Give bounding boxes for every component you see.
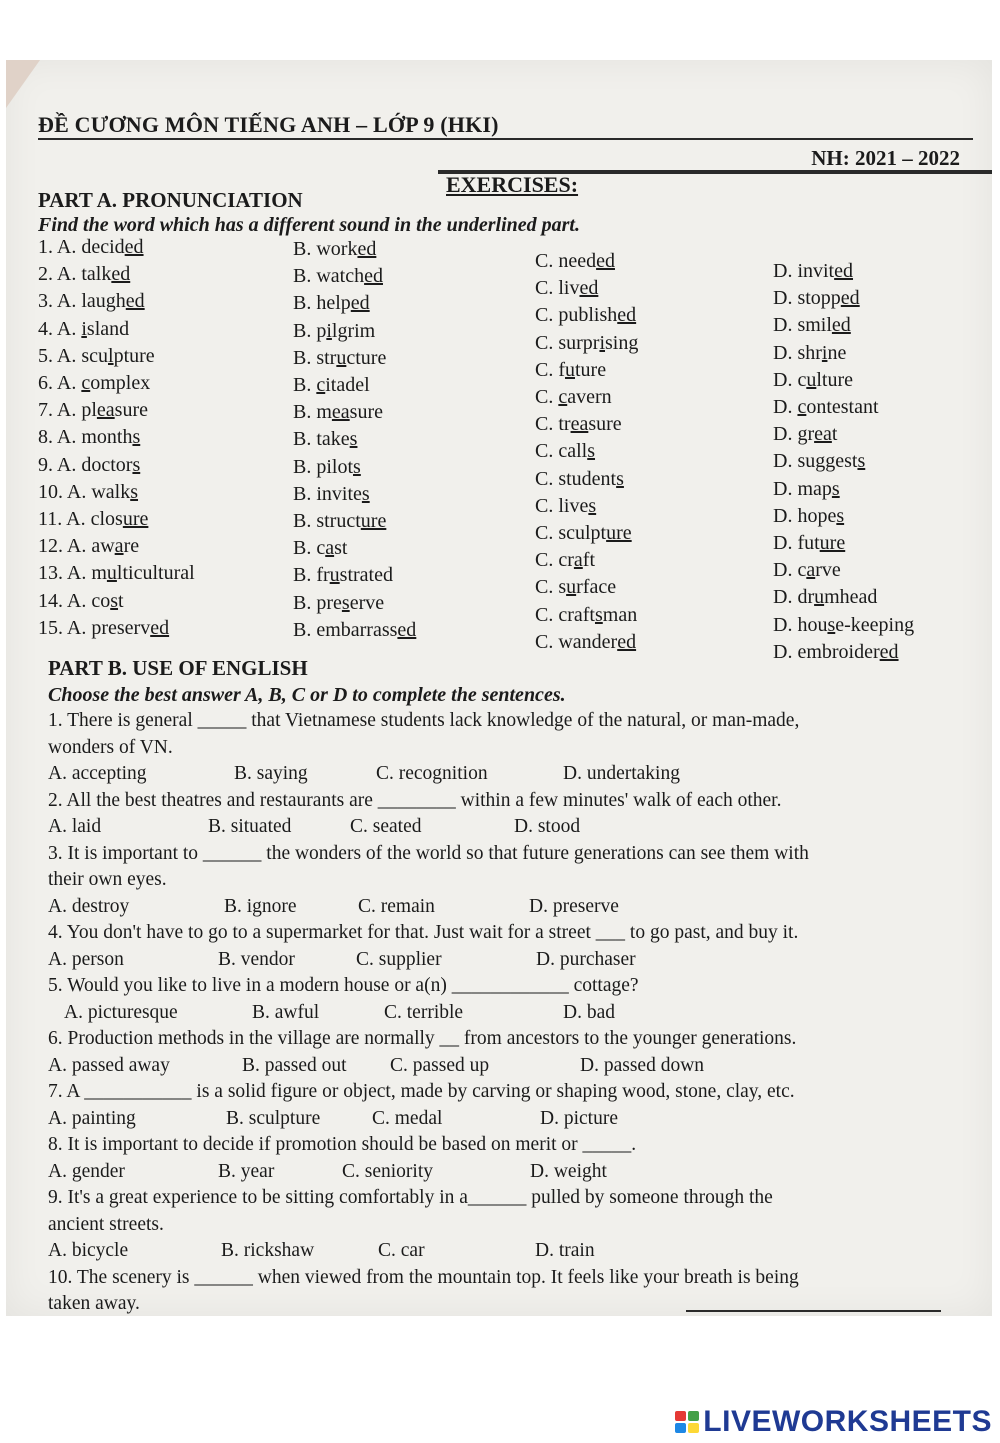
document-title: ĐỀ CƯƠNG MÔN TIẾNG ANH – LỚP 9 (HKI) — [38, 112, 499, 137]
liveworksheets-logo-icon — [675, 1411, 699, 1433]
underlined-part: u — [806, 368, 817, 391]
pronunciation-option-b — [293, 238, 376, 261]
word-prefix: B. p — [293, 319, 327, 342]
underlined-part: ure — [819, 532, 846, 554]
answer-option-d[interactable]: D. purchaser — [536, 948, 636, 970]
word-prefix: C. f — [535, 358, 565, 381]
underlined-part: s — [827, 613, 836, 636]
answer-options — [6, 816, 992, 842]
word-prefix: C. publish — [535, 304, 618, 327]
pronunciation-option-d — [773, 641, 899, 664]
answer-option-a[interactable]: A. gender — [48, 1160, 125, 1182]
word-prefix: D. c — [773, 559, 807, 582]
word-suffix: e-keeping — [835, 613, 915, 636]
answer-option-a[interactable]: A. picturesque — [64, 1001, 178, 1023]
underlined-part: u — [336, 346, 347, 369]
pronunciation-option-b — [293, 564, 393, 587]
underlined-part: c — [81, 372, 91, 394]
underlined-part: s — [361, 482, 370, 505]
underlined-part: i — [599, 331, 606, 354]
word-prefix: D. fut — [773, 532, 820, 554]
word-suffix: ne — [827, 341, 847, 364]
word-prefix: C. s — [535, 576, 567, 599]
underlined-part: ed — [350, 292, 370, 315]
word-prefix: 1. A. decid — [38, 236, 125, 258]
word-suffix: strated — [339, 564, 393, 587]
underlined-part: i — [81, 317, 87, 340]
word-prefix: C. tr — [535, 413, 571, 436]
worksheet-paper — [6, 60, 992, 1316]
answer-option-b[interactable]: B. vendor — [218, 948, 295, 970]
word-prefix: D. c — [773, 368, 807, 391]
answer-option-d[interactable]: D. bad — [563, 1001, 615, 1023]
underlined-part: ed — [150, 616, 170, 639]
answer-option-c[interactable]: C. supplier — [356, 948, 442, 970]
word-suffix: omplex — [90, 372, 151, 394]
word-prefix: B. invite — [293, 482, 362, 505]
answer-option-a[interactable]: A. painting — [48, 1107, 136, 1129]
word-prefix: 9. A. doctor — [38, 453, 133, 476]
word-prefix: C. liv — [535, 277, 580, 300]
underlined-part: ed — [364, 265, 383, 288]
word-suffix: man — [602, 603, 638, 626]
word-prefix: D. hope — [773, 504, 837, 527]
underlined-part: u — [106, 562, 117, 585]
word-prefix: C. call — [535, 440, 588, 463]
underlined-part: ea — [331, 401, 350, 424]
underlined-part: ed — [834, 260, 854, 282]
answer-option-b[interactable]: B. situated — [208, 816, 292, 837]
underlined-part: s — [353, 455, 361, 478]
word-prefix: B. pilot — [293, 455, 354, 478]
underlined-part: s — [588, 494, 597, 517]
answer-option-b[interactable]: B. passed out — [242, 1054, 347, 1076]
word-suffix: t — [118, 589, 124, 612]
pronunciation-option-a — [38, 236, 144, 259]
word-suffix: ontestant — [806, 396, 879, 418]
word-prefix: D. dr — [773, 586, 815, 609]
word-prefix: C. craft — [535, 603, 595, 626]
question-text: 9. It's a great experience to be sitting comfortably in a______ pulled by someone through the — [48, 1187, 773, 1208]
word-prefix: D. stopp — [773, 287, 841, 310]
part-a-instruction: Find the word which has a different sound in the underlined part. — [38, 214, 580, 236]
folded-corner — [6, 60, 40, 108]
answer-option-c[interactable]: C. car — [378, 1240, 425, 1261]
word-prefix: C. need — [535, 250, 597, 272]
answer-option-b[interactable]: B. year — [218, 1160, 275, 1182]
underlined-part: s — [831, 477, 840, 500]
underlined-part: s — [594, 603, 603, 626]
underlined-part: u — [566, 576, 577, 599]
word-prefix: 8. A. month — [38, 426, 133, 449]
pronunciation-option-a — [38, 508, 148, 531]
pronunciation-option-a — [38, 372, 150, 395]
word-suffix: t — [831, 423, 838, 446]
word-prefix: C. — [535, 386, 559, 408]
word-prefix: 10. A. walk — [38, 480, 131, 503]
pronunciation-option-b — [293, 265, 383, 288]
word-prefix: C. live — [535, 494, 589, 517]
school-year: NH: 2021 – 2022 — [811, 146, 960, 170]
word-prefix: 7. A. pl — [38, 399, 97, 422]
word-suffix: rve — [815, 559, 841, 582]
underlined-part: ea — [96, 399, 115, 422]
word-prefix: D. embroider — [773, 640, 880, 663]
pronunciation-option-b — [293, 374, 370, 397]
word-prefix: 11. A. clos — [38, 508, 123, 530]
answer-option-b[interactable]: B. saying — [234, 763, 308, 784]
pronunciation-option-b — [293, 510, 386, 533]
word-prefix: 5. A. scu — [38, 344, 108, 367]
underlined-part: a — [114, 535, 124, 558]
underlined-part: ed — [617, 630, 637, 653]
underlined-part: ea — [814, 423, 832, 446]
word-suffix: sure — [114, 399, 148, 422]
underlined-part: ed — [124, 236, 144, 258]
word-prefix: B. help — [293, 292, 351, 315]
page-header — [38, 112, 978, 170]
underlined-part: ure — [122, 508, 149, 530]
answer-option-a[interactable]: A. person — [48, 948, 124, 970]
underlined-part: s — [349, 428, 358, 451]
pronunciation-option-b — [293, 320, 375, 343]
part-b-title: PART B. USE OF ENGLISH — [48, 656, 308, 680]
logo-square-blue — [675, 1423, 686, 1433]
answer-option-c[interactable]: C. passed up — [390, 1054, 490, 1076]
word-prefix: C. cr — [535, 549, 574, 572]
underlined-part: s — [836, 504, 845, 527]
question-text: 8. It is important to decide if promotion should be based on merit or _____. — [48, 1134, 637, 1155]
answer-option-b[interactable]: B. ignore — [224, 895, 297, 917]
answer-option-d[interactable]: D. passed down — [580, 1054, 705, 1076]
underlined-part: ure — [360, 510, 387, 532]
word-prefix: D. suggest — [773, 450, 858, 473]
question-text-continued: ancient streets. — [48, 1213, 164, 1235]
word-suffix: ture — [575, 358, 607, 381]
part-b-instruction: Choose the best answer A, B, C or D to complete the sentences. — [48, 684, 566, 706]
answer-option-a[interactable]: A. accepting — [48, 763, 147, 784]
underlined-part: i — [326, 319, 332, 342]
word-prefix: 14. A. co — [38, 589, 111, 612]
pronunciation-option-b — [293, 537, 347, 560]
exercises-heading: EXERCISES: — [446, 172, 579, 197]
word-prefix: B. m — [293, 401, 332, 424]
answer-options — [6, 949, 992, 975]
answer-options — [6, 763, 992, 789]
logo-square-red — [675, 1411, 686, 1421]
word-prefix: B. embarrass — [293, 618, 398, 641]
underlined-part: l — [108, 344, 114, 367]
answer-option-c[interactable]: C. terrible — [384, 1001, 464, 1023]
answer-option-c[interactable]: C. recognition — [376, 763, 488, 784]
question-text: 1. There is general _____ that Vietnamese students lack knowledge of the natural, or man-made, — [48, 710, 800, 731]
word-suffix: st — [334, 537, 348, 560]
word-prefix: B. fr — [293, 564, 330, 587]
word-suffix: cture — [346, 346, 387, 369]
underlined-part: ea — [570, 413, 589, 436]
pronunciation-option-a — [38, 481, 138, 504]
underlined-part: s — [857, 450, 866, 473]
question-text: 6. Production methods in the village are normally __ from ancestors to the younger generations. — [48, 1028, 797, 1049]
word-suffix: re — [123, 535, 140, 558]
underlined-part: s — [132, 426, 141, 449]
underlined-part: c — [316, 374, 326, 396]
pronunciation-option-b — [293, 483, 370, 506]
word-prefix: D. — [773, 396, 798, 418]
question-text: 4. You don't have to go to a supermarket for that. Just wait for a street ___ to go past, and buy it. — [48, 922, 799, 943]
pronunciation-option-a — [38, 290, 145, 313]
word-suffix: lticultural — [116, 562, 195, 585]
pronunciation-option-a — [38, 590, 124, 613]
word-prefix: B. watch — [293, 265, 365, 288]
word-suffix: sure — [588, 413, 622, 436]
question-text-continued: their own eyes. — [48, 869, 167, 890]
underlined-part: ed — [111, 263, 131, 286]
underlined-part: u — [814, 586, 825, 609]
answer-option-c[interactable]: C. seniority — [342, 1160, 433, 1182]
answer-options — [6, 896, 992, 922]
word-prefix: 6. A. — [38, 372, 82, 394]
question-text: 2. All the best theatres and restaurants are ________ within a few minutes' walk of each other. — [48, 789, 782, 811]
word-prefix: 15. A. preserv — [38, 616, 151, 639]
word-prefix: 12. A. aw — [38, 535, 115, 558]
pronunciation-option-b — [293, 619, 416, 642]
word-prefix: 2. A. talk — [38, 263, 112, 286]
word-suffix: pture — [113, 344, 155, 367]
word-prefix: D. gr — [773, 423, 815, 446]
underlined-part: u — [329, 564, 340, 587]
answer-option-d[interactable]: D. undertaking — [563, 763, 680, 784]
liveworksheets-watermark — [675, 1404, 992, 1440]
header-rule — [38, 138, 973, 140]
underlined-part: ed — [617, 304, 637, 327]
answer-option-a[interactable]: A. destroy — [48, 895, 130, 917]
word-suffix: mhead — [824, 586, 878, 609]
word-suffix: lgrim — [331, 319, 376, 342]
word-suffix: sland — [86, 317, 130, 340]
logo-square-yellow — [688, 1423, 699, 1433]
pronunciation-option-b — [293, 401, 383, 424]
word-prefix: B. — [293, 374, 317, 396]
answer-option-c[interactable]: C. medal — [372, 1107, 443, 1129]
word-prefix: B. str — [293, 346, 337, 369]
pronunciation-option-a — [38, 345, 155, 368]
part-a-title: PART A. PRONUNCIATION — [38, 188, 303, 212]
word-prefix: D. smil — [773, 314, 832, 337]
answer-options — [6, 1055, 992, 1081]
pronunciation-option-b — [293, 347, 386, 370]
answer-option-a[interactable]: A. passed away — [48, 1054, 170, 1076]
pronunciation-option-a — [38, 562, 195, 585]
answer-option-d[interactable]: D. train — [535, 1240, 595, 1261]
answer-option-a[interactable]: A. bicycle — [48, 1240, 129, 1261]
liveworksheets-text: LIVEWORKSHEETS — [703, 1405, 992, 1438]
word-prefix: C. surpr — [535, 331, 600, 354]
underlined-part: s — [616, 467, 624, 490]
word-prefix: B. c — [293, 537, 326, 560]
pronunciation-option-a — [38, 617, 169, 640]
pronunciation-option-a — [38, 454, 140, 477]
underlined-part: ed — [397, 618, 417, 641]
answer-option-b[interactable]: B. sculpture — [226, 1107, 321, 1129]
underlined-part: ed — [879, 640, 899, 663]
word-prefix: C. sculpt — [535, 522, 607, 544]
answer-option-c[interactable]: C. seated — [350, 816, 422, 837]
underlined-part: ed — [579, 277, 599, 300]
underlined-part: c — [797, 396, 807, 418]
word-prefix: D. invit — [773, 260, 835, 282]
underlined-part: a — [806, 559, 816, 582]
question-text: 7. A ___________ is a solid figure or object, made by carving or shaping wood, stone, clay, etc. — [48, 1081, 795, 1102]
pronunciation-option-b — [293, 592, 384, 615]
underlined-part: ed — [125, 290, 145, 313]
answer-option-d[interactable]: D. preserve — [529, 895, 619, 917]
answer-options — [6, 1161, 992, 1187]
answer-option-b[interactable]: B. rickshaw — [221, 1240, 315, 1261]
underlined-part: u — [565, 358, 575, 381]
word-prefix: C. student — [535, 467, 617, 490]
word-prefix: 13. A. m — [38, 562, 107, 585]
underlined-part: a — [573, 549, 583, 572]
logo-square-green — [688, 1411, 699, 1421]
answer-options — [6, 1108, 992, 1134]
word-suffix: rface — [576, 576, 617, 599]
pronunciation-option-a — [38, 426, 140, 449]
underlined-part: s — [110, 589, 119, 612]
word-suffix: erve — [349, 591, 385, 614]
pronunciation-option-c — [535, 631, 636, 654]
answer-option-c[interactable]: C. remain — [358, 895, 435, 917]
underlined-part: ed — [357, 238, 377, 260]
underlined-part: s — [130, 480, 139, 503]
word-prefix: B. take — [293, 428, 350, 451]
word-prefix: B. pre — [293, 591, 342, 614]
underlined-part: a — [325, 537, 335, 560]
answer-option-b[interactable]: B. awful — [252, 1001, 320, 1023]
underlined-part: s — [587, 440, 596, 463]
word-suffix: sing — [605, 331, 639, 354]
word-prefix: 4. A. — [38, 317, 82, 340]
word-suffix: avern — [567, 386, 612, 408]
answer-option-d[interactable]: D. picture — [540, 1107, 618, 1129]
question-text-continued: wonders of VN. — [48, 736, 173, 758]
word-prefix: B. struct — [293, 510, 361, 532]
word-prefix: D. map — [773, 477, 832, 500]
question-text: 5. Would you like to live in a modern house or a(n) ____________ cottage? — [48, 975, 639, 996]
underlined-part: ure — [606, 522, 632, 544]
word-prefix: B. work — [293, 238, 358, 260]
pronunciation-option-a — [38, 399, 148, 422]
underlined-part: s — [132, 453, 141, 476]
answer-option-d[interactable]: D. stood — [514, 816, 581, 837]
word-prefix: D. hou — [773, 613, 828, 636]
question-text-continued: taken away. — [48, 1293, 140, 1314]
answer-options — [6, 1240, 992, 1266]
underlined-part: s — [341, 591, 350, 614]
underlined-part: ed — [840, 287, 860, 310]
word-prefix: 3. A. laugh — [38, 290, 126, 313]
word-suffix: sure — [349, 401, 383, 424]
underlined-part: ed — [596, 250, 615, 272]
underlined-part: ed — [831, 314, 851, 337]
pronunciation-option-a — [38, 318, 129, 341]
question-text: 3. It is important to ______ the wonders of the world so that future generations can see them with — [48, 842, 809, 864]
answer-option-a[interactable]: A. laid — [48, 816, 102, 837]
word-suffix: ft — [582, 549, 595, 572]
pronunciation-option-b — [293, 456, 361, 479]
bottom-rule — [686, 1310, 941, 1312]
pronunciation-row — [6, 616, 992, 663]
pronunciation-option-a — [38, 263, 130, 286]
word-prefix: C. wander — [535, 630, 618, 653]
word-suffix: lture — [816, 368, 853, 391]
underlined-part: i — [821, 341, 828, 364]
answer-options — [6, 1002, 992, 1028]
word-prefix: D. shr — [773, 341, 822, 364]
pronunciation-option-b — [293, 428, 357, 451]
answer-option-d[interactable]: D. weight — [530, 1160, 607, 1182]
pronunciation-option-a — [38, 535, 139, 558]
pronunciation-option-b — [293, 292, 370, 315]
question-text: 10. The scenery is ______ when viewed from the mountain top. It feels like your breath is being — [48, 1266, 799, 1288]
word-suffix: itadel — [325, 374, 370, 396]
underlined-part: c — [558, 386, 568, 408]
